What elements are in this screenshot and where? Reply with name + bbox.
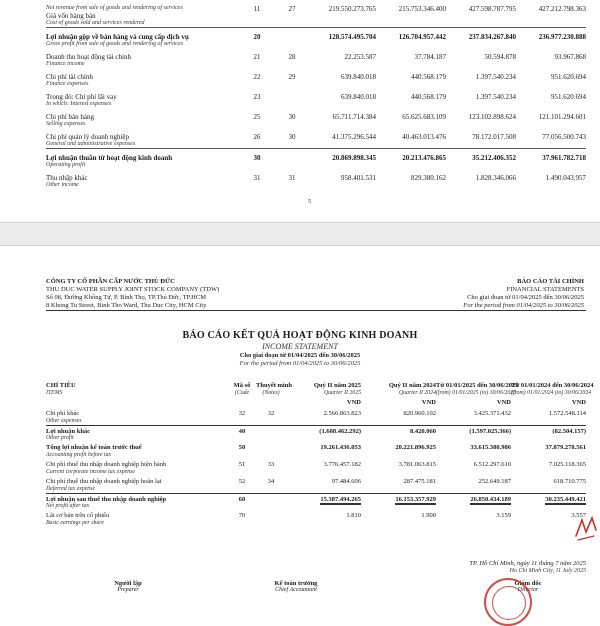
row-value: 252.649.187 — [478, 478, 511, 485]
row-value-v2 — [361, 493, 436, 510]
row-note: 31 — [288, 174, 296, 182]
row-value-v1 — [286, 476, 361, 493]
row-value-v4 — [511, 476, 586, 493]
row-value: 30.235.449.421 — [545, 496, 586, 506]
row-note: 29 — [288, 73, 296, 81]
row-label-cell — [46, 0, 236, 28]
row-value-v1: 639.840.018 — [341, 93, 376, 101]
row-code: 52 — [238, 478, 246, 485]
row-value-v2: 440.568.179 — [411, 73, 446, 81]
row-value-v2: 20.213.476.865 — [376, 149, 446, 170]
col-header-items: CHỈ TIÊU ITEMS — [46, 382, 76, 396]
row-label: Lợi nhuận sau thuế thu nhập doanh nghiệp — [46, 495, 167, 503]
statement-period-en: For the period from 01/04/2025 to 30/06/2025 — [239, 360, 361, 367]
row-label: Thu nhập khác — [46, 174, 88, 182]
row-value-v3 — [436, 425, 511, 442]
row-label-en: Current corporate income tax expense — [46, 468, 135, 475]
row-label-cell — [46, 510, 228, 527]
row-value: 287.475.181 — [403, 478, 436, 485]
company-name-vn: CÔNG TY CỔ PHẦN CẤP NƯỚC THỦ ĐỨC — [46, 278, 175, 285]
row-value-v3: 78.172.017.508 — [472, 133, 516, 141]
row-value-v2 — [361, 442, 436, 459]
row-value-v3 — [436, 476, 511, 493]
row-value-v3: 50.594.878 — [484, 53, 516, 61]
row-label: Chi phí thuế thu nhập doanh nghiệp hiện hành — [46, 461, 167, 468]
report-title-vn: BÁO CÁO TÀI CHÍNH — [517, 278, 584, 285]
page-number: 5 — [308, 199, 311, 205]
row-label: Lợi nhuận gộp về bán hàng và cung cấp dịch vụ — [46, 33, 189, 41]
row-note: 27 — [288, 5, 296, 13]
row-value-v4: 236.977.230.888 — [516, 28, 586, 49]
row-value-v3: 123.102.898.624 — [468, 113, 516, 121]
row-value-v1: 958.401.531 — [341, 174, 376, 182]
row-value-v4: 93.967.868 — [554, 53, 586, 61]
row-value-v2 — [361, 510, 436, 527]
company-address-vn: Số 08, Đường Khổng Tử, P. Bình Thọ, TP.Thủ Đức, TP.HCM — [46, 294, 206, 301]
row-code: 51 — [238, 461, 246, 468]
col-header-ytd-2025: Từ 01/01/2025 đến 30/06/2025 (from) 01/01/2025 (to) 30/06/2025 — [436, 382, 519, 396]
table-row — [46, 425, 586, 442]
row-value: 1.572.548.114 — [548, 410, 586, 417]
row-label-en: Deferred tax expense — [46, 485, 96, 492]
row-value-v1: 41.375.296.544 — [332, 133, 376, 141]
row-label-cell — [46, 48, 236, 68]
row-note — [256, 493, 286, 510]
row-label-cell — [46, 68, 236, 88]
row-value-v4: 1.490.043.957 — [545, 174, 586, 182]
row-value-v2: 829.380.162 — [411, 174, 446, 182]
row-label-cell — [46, 408, 228, 425]
table-row — [46, 493, 586, 510]
row-label: Chi phí quản lý doanh nghiệp — [46, 133, 130, 141]
row-value-v4 — [511, 493, 586, 510]
row-value-v1: 65.711.714.384 — [332, 113, 376, 121]
table-row — [46, 68, 586, 88]
row-note: 28 — [288, 53, 296, 61]
row-label-en: Other income — [46, 182, 79, 188]
row-value: 7.025.118.365 — [548, 461, 586, 468]
row-value: 820.960.102 — [403, 410, 436, 417]
row-code: 30 — [236, 149, 278, 170]
col-header-ytd-2024: Từ 01/01/2024 đến 30/06/2024 (from) 01/01/2024 (to) 30/06/2024 — [511, 382, 594, 396]
row-value: 3.557 — [571, 512, 586, 519]
row-value-v1: 20.869.898.345 — [306, 149, 376, 170]
table-row — [46, 108, 586, 128]
row-value-v4 — [511, 459, 586, 476]
row-value: 3.159 — [496, 512, 511, 519]
row-value-v3 — [436, 459, 511, 476]
unit-label: VND — [496, 398, 511, 406]
row-label-en: Accounting profit before tax — [46, 451, 112, 458]
row-value: 8.420.060 — [410, 427, 436, 435]
row-value-v4: 951.620.694 — [551, 73, 586, 81]
row-label-cell — [46, 169, 236, 189]
row-value-v2 — [361, 408, 436, 425]
row-value-v3: 1.397.540.234 — [475, 73, 516, 81]
row-value-v4: 427.212.798.363 — [538, 5, 586, 13]
row-code: 20 — [236, 28, 278, 49]
row-label-en: Other expenses — [46, 417, 82, 424]
row-label-en: Net profit after tax — [46, 503, 90, 509]
row-value-v1 — [286, 442, 361, 459]
table-row — [46, 128, 586, 149]
row-label-cell — [46, 28, 236, 49]
report-header — [344, 278, 584, 310]
statement-title: BÁO CÁO KẾT QUẢ HOẠT ĐỘNG KINH DOANH — [182, 330, 418, 341]
initial-mark-icon — [572, 514, 600, 544]
header-divider — [46, 310, 586, 311]
row-code: 31 — [253, 174, 261, 182]
row-value: 3.425.371.432 — [473, 410, 511, 417]
page-separator — [0, 222, 600, 246]
row-value-v4: 121.101.294.601 — [538, 113, 586, 121]
row-label: Chi phí khác — [46, 410, 80, 417]
table-row — [46, 476, 586, 493]
row-value: (82.504.157) — [552, 427, 586, 435]
row-value-v2: 440.568.179 — [411, 93, 446, 101]
row-label: Chi phí bán hàng — [46, 113, 95, 121]
table-row — [46, 442, 586, 459]
row-label-cell — [46, 476, 228, 493]
row-label-cell — [46, 88, 236, 108]
row-code: 32 — [238, 410, 246, 417]
row-value: 97.484.606 — [331, 478, 361, 485]
row-value-v2 — [361, 476, 436, 493]
row-label-en: General and administrative expenses — [46, 141, 136, 147]
row-note — [256, 510, 286, 527]
row-value-v2: 65.625.683.109 — [402, 113, 446, 121]
row-label-cell — [46, 442, 228, 459]
row-value-v1: 128.574.495.704 — [306, 28, 376, 49]
row-value-v3 — [436, 408, 511, 425]
signature-date-vn: TP. Hồ Chí Minh, ngày 11 tháng 7 năm 2025 — [469, 560, 586, 567]
income-statement-page — [0, 246, 600, 600]
unit-label: VND — [421, 398, 436, 406]
row-value-v1: 639.840.018 — [341, 73, 376, 81]
row-code: 50 — [238, 444, 246, 451]
row-label-cell — [46, 108, 236, 128]
row-value: 26.850.434.189 — [470, 496, 511, 506]
unit-row — [46, 399, 586, 409]
row-code: 70 — [238, 512, 246, 519]
statement-period-vn: Cho giai đoạn từ 01/04/2025 đến 30/06/2025 — [239, 352, 361, 359]
row-label-cell — [46, 425, 228, 442]
row-value: 33.615.380.986 — [470, 444, 511, 451]
row-value-v4 — [511, 442, 586, 459]
row-note — [256, 442, 286, 459]
table-row — [46, 48, 586, 68]
row-label: Chi phí thuế thu nhập doanh nghiệp hoãn lại — [46, 478, 162, 485]
chief-accountant-signature-block: Kế toán trưởng Chief Accountant — [274, 580, 318, 593]
col-header-notes: Thuyết minh (Notes) — [256, 382, 292, 396]
row-code: 60 — [228, 493, 256, 510]
preparer-signature-block: Người lập Preparer — [114, 580, 142, 593]
row-label-en: Other profit — [46, 435, 74, 441]
row-label-cell — [46, 149, 236, 170]
table-header-row — [46, 382, 586, 399]
row-value-v2: 37.784.187 — [414, 53, 446, 61]
company-stamp — [484, 578, 532, 626]
unit-label: VND — [571, 398, 586, 406]
table-row — [46, 0, 586, 28]
row-value-v3: 237.834.267.840 — [446, 28, 516, 49]
income-statement-continued-table — [46, 0, 586, 189]
row-value-v3 — [436, 510, 511, 527]
row-value: 618.710.775 — [553, 478, 586, 485]
row-note — [278, 149, 306, 170]
prev-row-label-en: Net revenue from sale of goods and rendering of services — [46, 5, 183, 11]
row-value-v1 — [286, 493, 361, 510]
company-header — [46, 278, 376, 310]
row-value: 6.512.297.610 — [473, 461, 511, 468]
company-address-en: 8 Khong Tu Street, Binh Tho Ward, Thu Duc City, HCM City — [46, 302, 207, 309]
row-value: 16.153.357.929 — [395, 496, 436, 506]
row-label-en: Finance income — [46, 61, 85, 67]
table-row — [46, 408, 586, 425]
previous-page-fragment — [0, 0, 600, 220]
signature-date-en: Ho Chi Minh City, 11 July 2025 — [509, 568, 586, 574]
row-code: 25 — [253, 113, 261, 121]
row-label-en: Basic earnings per share — [46, 519, 104, 526]
row-value-v3: 427.598.787.795 — [468, 5, 516, 13]
row-label-en: Gross profit from sale of goods and rendering of services — [46, 41, 183, 47]
row-code: 21 — [253, 53, 261, 61]
row-note: 30 — [288, 133, 296, 141]
row-label-en: Selling expenses — [46, 121, 86, 127]
row-label: Lợi nhuận khác — [46, 427, 91, 435]
row-code: 40 — [228, 425, 256, 442]
row-code: 22 — [253, 73, 261, 81]
row-value-v4 — [511, 408, 586, 425]
table-row — [46, 28, 586, 49]
row-value-v1 — [286, 510, 361, 527]
row-value-v2: 40.463.013.476 — [402, 133, 446, 141]
row-code: 11 — [253, 5, 261, 13]
row-value-v4: 37.961.782.718 — [516, 149, 586, 170]
table-row — [46, 88, 586, 108]
row-label-cell — [46, 128, 236, 149]
statement-title-en: INCOME STATEMENT — [262, 342, 338, 351]
row-note — [278, 28, 306, 49]
row-value-v3 — [436, 493, 511, 510]
row-value-v1: 219.550.273.765 — [328, 5, 376, 13]
row-value-v2 — [361, 425, 436, 442]
row-value-v3: 1.397.540.234 — [475, 93, 516, 101]
row-value: 37.879.278.561 — [545, 444, 586, 451]
table-row — [46, 459, 586, 476]
row-label-cell — [46, 459, 228, 476]
row-note: 34 — [267, 478, 275, 485]
report-period-en: For the period from 01/04/2025 to 30/06/2025 — [463, 302, 584, 309]
row-note — [278, 88, 306, 108]
row-label: Giá vốn hàng bán — [46, 12, 96, 20]
row-label: Trong đó: Chi phí lãi vay — [46, 93, 117, 101]
row-note: 33 — [267, 461, 275, 468]
col-header-q2-2024: Quý II năm 2024 Quarter II 2024 — [388, 382, 436, 396]
table-row — [46, 169, 586, 189]
row-value: 2.566.863.823 — [323, 410, 361, 417]
row-value: 15.387.494.265 — [320, 496, 361, 506]
row-value: 19.261.436.053 — [320, 444, 361, 451]
row-value-v4: 77.056.500.743 — [542, 133, 586, 141]
row-value-v1 — [286, 459, 361, 476]
row-value-v4: 951.620.694 — [551, 93, 586, 101]
row-label: Doanh thu hoạt động tài chính — [46, 53, 131, 61]
row-note: 32 — [267, 410, 275, 417]
row-value-v3: 1.828.346.066 — [475, 174, 516, 182]
row-label: Lãi cơ bản trên cổ phiếu — [46, 512, 110, 519]
row-value-v4 — [511, 425, 586, 442]
table-row — [46, 149, 586, 170]
row-label-en: Cost of goods sold and services rendered — [46, 20, 145, 26]
row-value-v2: 215.753.346.400 — [398, 5, 446, 13]
row-value: 3.776.457.182 — [323, 461, 361, 468]
row-value-v1 — [286, 425, 361, 442]
row-label: Lợi nhuận thuần từ hoạt động kinh doanh — [46, 154, 173, 162]
row-label-cell — [46, 493, 228, 510]
row-value-v2: 126.704.957.442 — [376, 28, 446, 49]
col-header-q2-2025: Quý II năm 2025 Quarter II 2025 — [313, 382, 361, 396]
report-title-en: FINANCIAL STATEMENTS — [506, 286, 584, 293]
row-value: (1.608.462.292) — [319, 427, 361, 435]
row-value-v3 — [436, 442, 511, 459]
row-value: 20.221.896.925 — [395, 444, 436, 451]
company-name-en: THU DUC WATER SUPPLY JOINT STOCK COMPANY (TDW) — [46, 286, 220, 293]
row-label-en: Operating profit — [46, 162, 86, 168]
row-label: Chi phí tài chính — [46, 73, 93, 81]
income-statement-table — [46, 382, 594, 527]
director-signature-block: Giám đốc Director — [514, 580, 542, 593]
row-label-en: In which: Interest expenses — [46, 101, 112, 107]
row-code: 23 — [253, 93, 261, 101]
row-code: 26 — [253, 133, 261, 141]
row-label-en: Finance expenses — [46, 81, 89, 87]
row-value-v3: 35.212.406.352 — [446, 149, 516, 170]
row-label: Tổng lợi nhuận kế toán trước thuế — [46, 444, 142, 451]
row-value: 1.810 — [346, 512, 361, 519]
table-row — [46, 510, 586, 527]
row-note: 30 — [288, 113, 296, 121]
unit-label: VND — [346, 398, 361, 406]
col-header-code: Mã số (Code — [233, 382, 251, 396]
row-value: 3.781.063.815 — [398, 461, 436, 468]
row-value-v1 — [286, 408, 361, 425]
row-value-v1: 22.253.587 — [344, 53, 376, 61]
report-period-vn: Cho giai đoạn từ 01/04/2025 đến 30/06/2025 — [467, 294, 584, 301]
row-value: (1.597.025.366) — [469, 427, 511, 435]
row-value-v2 — [361, 459, 436, 476]
row-note — [256, 425, 286, 442]
row-value: 1.900 — [421, 512, 436, 519]
